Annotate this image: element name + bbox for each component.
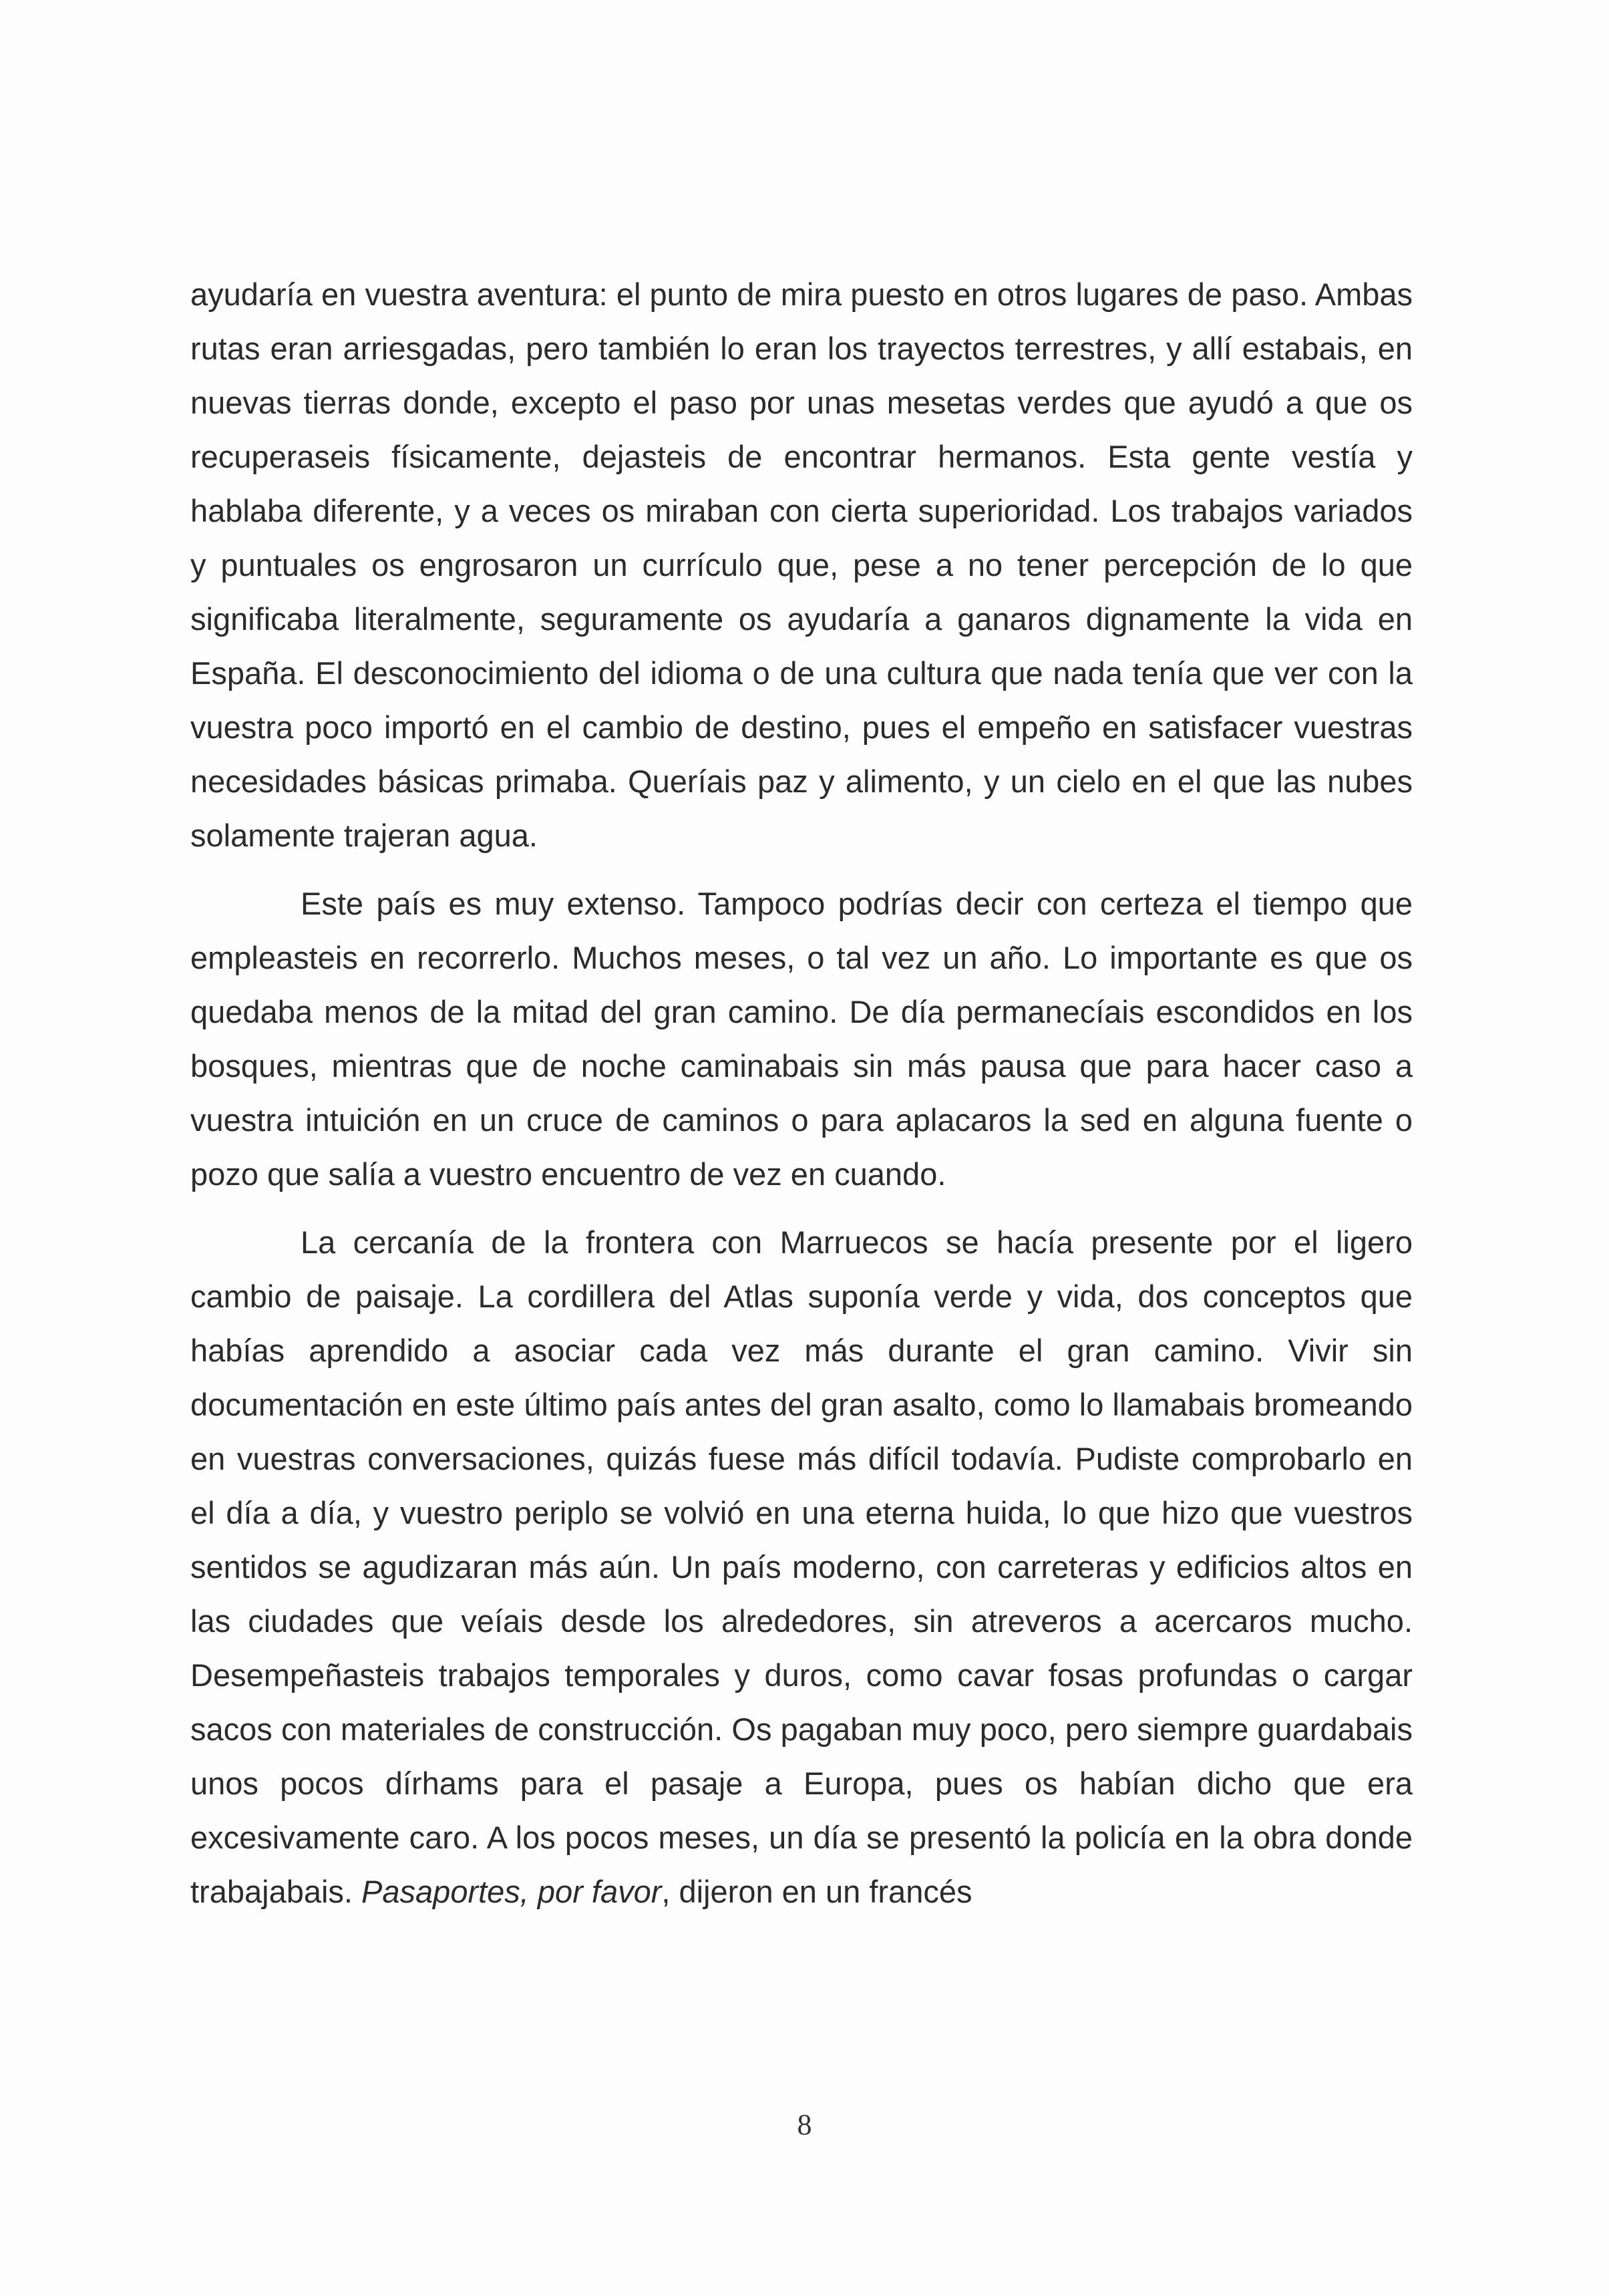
paragraph-3 — [190, 1215, 1413, 1919]
paragraph-1: ayudaría en vuestra aventura: el punto de mira puesto en otros lugares de paso. Ambas rutas eran arriesgadas, pero también lo eran los trayectos terrestres, y allí estabais, en nuevas tierras donde, excepto el paso por unas mesetas verdes que ayudó a que os recuperaseis físicamente, dejasteis de encontrar hermanos. Esta gente vestía y hablaba diferente, y a veces os miraban con cierta superioridad. Los trabajos variados y puntuales os engrosaron un currículo que, pese a no tener percepción de lo que significaba literalmente, seguramente os ayudaría a ganaros dignamente la vida en España. El desconocimiento del idioma o de una cultura que nada tenía que ver con la vuestra poco importó en el cambio de destino, pues el empeño en satisfacer vuestras necesidades básicas primaba. Queríais paz y alimento, y un cielo en el que las nubes solamente trajeran agua. — [190, 277, 1413, 853]
paragraph-3-italic-quote: Pasaportes, por favor — [361, 1874, 662, 1909]
page-number: 8 — [797, 2108, 812, 2141]
paragraph-3-text-end: , dijeron en un francés — [661, 1874, 972, 1909]
paragraph-2: Este país es muy extenso. Tampoco podrías decir con certeza el tiempo que empleasteis en recorrerlo. Muchos meses, o tal vez un año. Lo importante es que os quedaba menos de la mitad del gran camino. De día permanecíais escondidos en los bosques, mientras que de noche caminabais sin más pausa que para hacer caso a vuestra intuición en un cruce de caminos o para aplacaros la sed en alguna fuente o pozo que salía a vuestro encuentro de vez en cuando. — [190, 886, 1413, 1192]
body-text — [190, 267, 1413, 1919]
paragraph-3-text-start: La cercanía de la frontera con Marruecos se hacía presente por el ligero cambio de paisaje. La cordillera del Atlas suponía verde y vida, dos conceptos que habías aprendido a asociar cada vez más durante el gran camino. Vivir sin documentación en este último país antes del gran asalto, como lo llamabais bromeando en vuestras conversaciones, quizás fuese más difícil todavía. Pudiste comprobarlo en el día a día, y vuestro periplo se volvió en una eterna huida, lo que hizo que vuestros sentidos se agudizaran más aún. Un país moderno, con carreteras y edificios altos en las ciudades que veíais desde los alrededores, sin atreveros a acercaros mucho. Desempeñasteis trabajos temporales y duros, como cavar fosas profundas o cargar sacos con materiales de construcción. Os pagaban muy poco, pero siempre guardabais unos pocos dírhams para el pasaje a Europa, pues os habían dicho que era excesivamente caro. A los pocos meses, un día se presentó la policía en la obra donde trabajabais. — [190, 1224, 1413, 1909]
